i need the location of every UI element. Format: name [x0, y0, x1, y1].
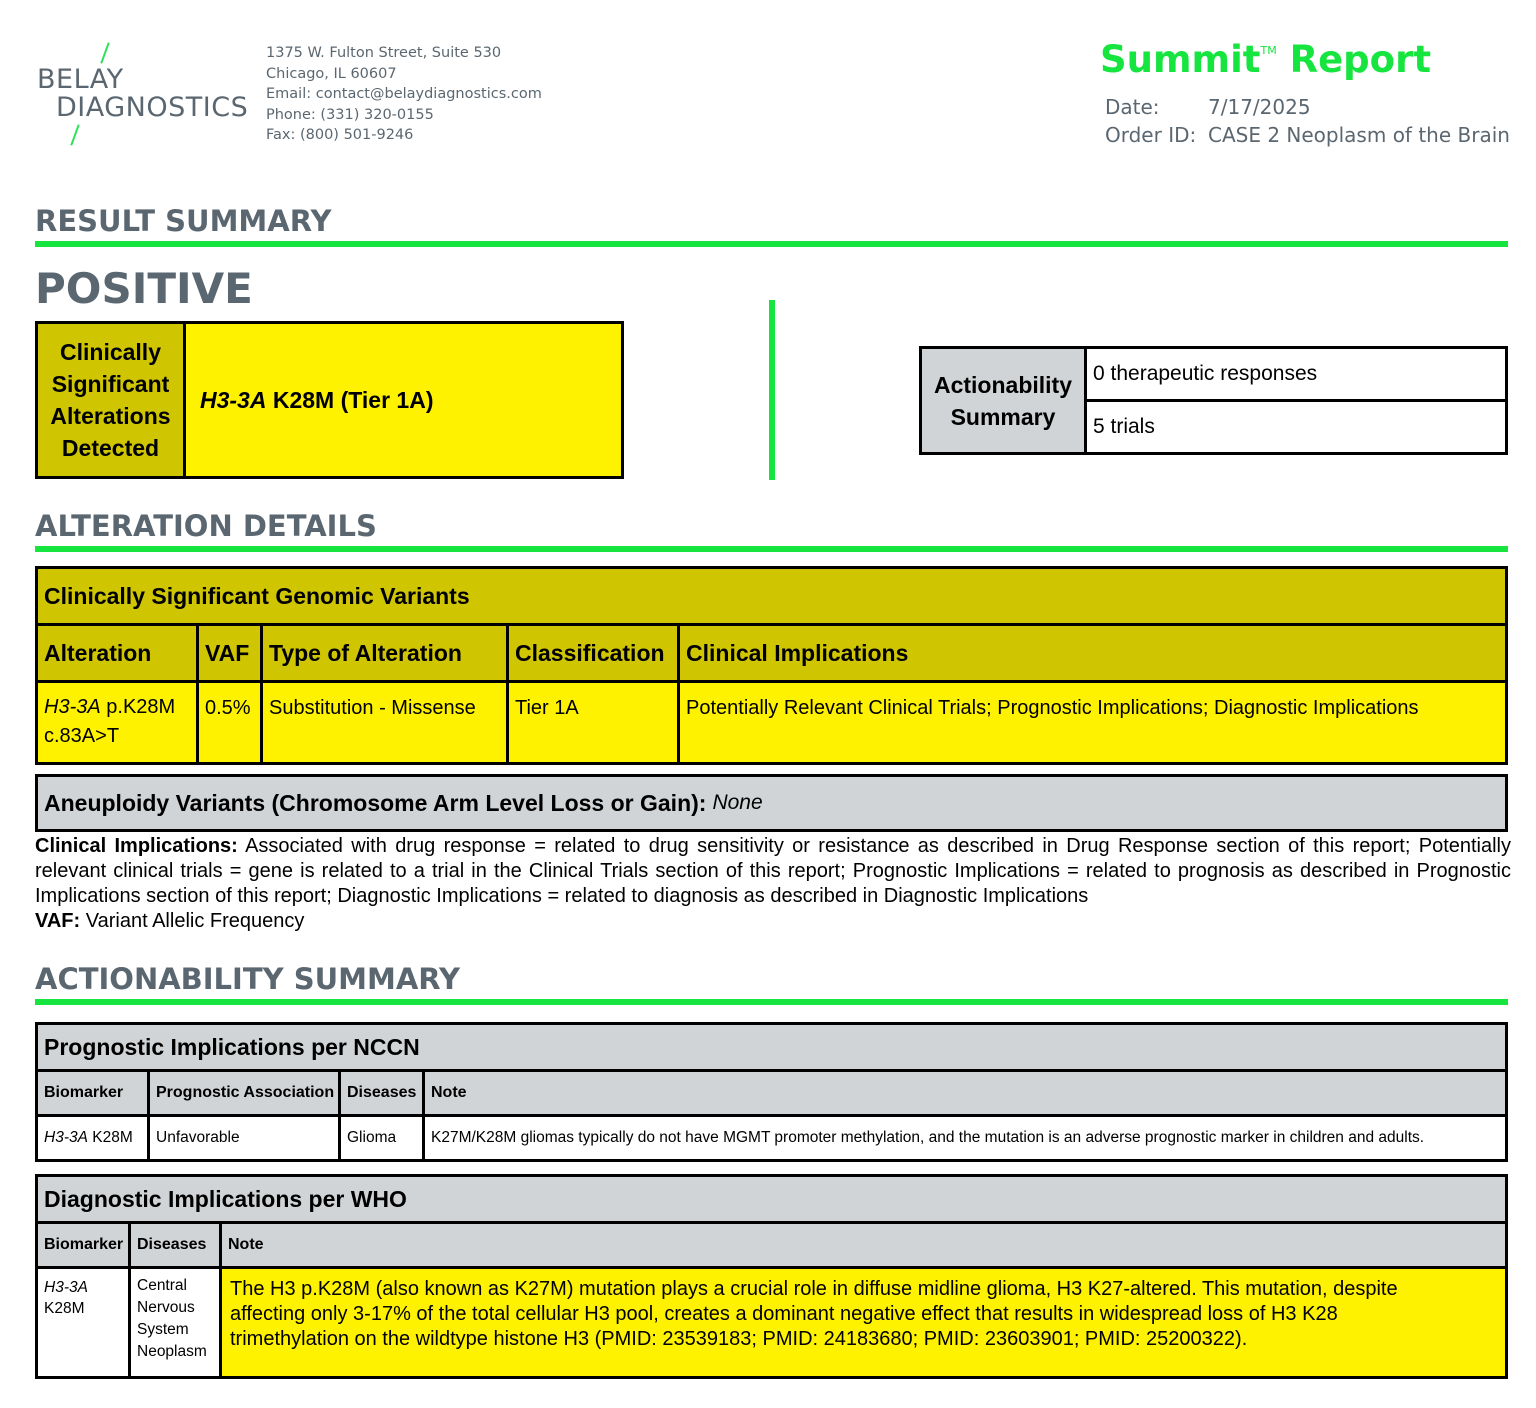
prog-cell-association: Unfavorable [149, 1116, 340, 1161]
address-email[interactable]: Email: contact@belaydiagnostics.com [266, 86, 542, 102]
csad-value [185, 323, 623, 478]
legend-text [35, 834, 1511, 909]
prog-col-biomarker: Biomarker [37, 1071, 149, 1116]
cell-classification: Tier 1A [508, 682, 679, 764]
diag-col-biomarker: Biomarker [37, 1223, 130, 1268]
col-classification: Classification [508, 625, 679, 682]
legend-vaf [35, 909, 304, 934]
prog-col-association: Prognostic Association [149, 1071, 340, 1116]
address-phone: Phone: (331) 320-0155 [266, 106, 434, 123]
col-type: Type of Alteration [262, 625, 508, 682]
legend-vaf-text: Variant Allelic Frequency [85, 910, 305, 932]
report-meta [1105, 93, 1510, 149]
logo-slash-top [100, 42, 109, 63]
aneuploidy-box [35, 774, 1508, 832]
csad-gene: H3-3A [200, 386, 267, 413]
prog-col-diseases: Diseases [340, 1071, 424, 1116]
actionability-summary-rule [35, 999, 1508, 1005]
csad-alteration: K28M (Tier 1A) [272, 386, 434, 413]
summary-divider [769, 300, 775, 480]
order-id-value: CASE 2 Neoplasm of the Brain [1208, 123, 1510, 147]
legend-vaf-label: VAF: [35, 910, 81, 932]
cell-type: Substitution - Missense [262, 682, 508, 764]
logo-slash-bottom [70, 124, 79, 145]
company-address [266, 43, 542, 146]
col-clinical-implications: Clinical Implications [679, 625, 1507, 682]
prognostic-table [35, 1022, 1508, 1162]
variant-cdna: c.83A>T [44, 725, 120, 747]
prog-cell-biomarker: H3-3A K28M [37, 1116, 149, 1161]
order-id-label: Order ID: [1105, 123, 1197, 147]
diagnostic-table [35, 1174, 1508, 1379]
actionability-label: Actionability Summary [921, 348, 1086, 454]
col-alteration: Alteration [37, 625, 198, 682]
aneuploidy-value: None [712, 791, 763, 814]
date-label: Date: [1105, 95, 1160, 119]
report-title [1100, 38, 1431, 81]
diag-cell-biomarker: H3-3A K28M [37, 1268, 130, 1378]
legend-ci-text: Associated with drug response = related to drug sensitivity or resistance as described in Drug Response section of this report; Potentially relevant clinical trials = gene is related to a trial in the Clinical Trials section of this report; Prognostic Implications = related to prognosis as described in Prognostic Implications section of this report; Diagnostic Implications = related to diagnosis as described in Diagnostic Implications [35, 835, 1512, 907]
variant-gene: H3-3A [44, 696, 101, 718]
variant-protein: p.K28M [106, 696, 176, 718]
prog-cell-note: K27M/K28M gliomas typically do not have MGMT promoter methylation, and the mutation is an adverse prognostic marker in children and adults. [424, 1116, 1507, 1161]
cell-alteration [37, 682, 198, 764]
aneuploidy-label: Aneuploidy Variants (Chromosome Arm Level Loss or Gain): [44, 789, 707, 816]
date-value: 7/17/2025 [1208, 95, 1311, 119]
report-title-main: Summit [1100, 38, 1261, 81]
cell-vaf: 0.5% [198, 682, 262, 764]
result-status: POSITIVE [35, 264, 253, 313]
actionability-box [919, 346, 1508, 455]
diag-col-note: Note [221, 1223, 1507, 1268]
logo-line-1: BELAY [37, 64, 124, 95]
result-summary-heading: RESULT SUMMARY [35, 204, 332, 238]
diag-cell-disease: Central Nervous System Neoplasm [130, 1268, 221, 1378]
result-summary-rule [35, 241, 1508, 247]
genomic-variants-table [35, 566, 1508, 765]
trademark-mark: TM [1260, 44, 1277, 57]
report-title-suffix: Report [1289, 38, 1432, 81]
genomic-variants-title: Clinically Significant Genomic Variants [37, 568, 1507, 625]
diagnostic-title: Diagnostic Implications per WHO [37, 1176, 1507, 1223]
prog-cell-disease: Glioma [340, 1116, 424, 1161]
csad-box [35, 321, 624, 479]
address-street: 1375 W. Fulton Street, Suite 530 [266, 45, 502, 61]
address-fax: Fax: (800) 501-9246 [266, 127, 414, 143]
alteration-details-rule [35, 546, 1508, 552]
cell-clinical-implications: Potentially Relevant Clinical Trials; Prognostic Implications; Diagnostic Implications [679, 682, 1507, 764]
address-city: Chicago, IL 60607 [266, 65, 397, 82]
logo-line-2: DIAGNOSTICS [56, 92, 249, 123]
prog-col-note: Note [424, 1071, 1507, 1116]
diag-col-diseases: Diseases [130, 1223, 221, 1268]
actionability-therapeutic: 0 therapeutic responses [1086, 348, 1507, 401]
diag-cell-note: The H3 p.K28M (also known as K27M) mutation plays a crucial role in diffuse midline glioma, H3 K27-altered. This mutation, despite affecting only 3-17% of the total cellular H3 pool, creates a dominant negative effect that results in widespread loss of H3 K28 trimethylation on the wildtype histone H3 (PMID: 23539183; PMID: 24183680; PMID: 23603901; PMID: 25200322). [221, 1268, 1507, 1378]
prognostic-title: Prognostic Implications per NCCN [37, 1024, 1507, 1071]
actionability-summary-heading: ACTIONABILITY SUMMARY [35, 962, 461, 996]
legend-ci-label: Clinical Implications: [35, 835, 238, 857]
alteration-details-heading: ALTERATION DETAILS [35, 509, 377, 543]
col-vaf: VAF [198, 625, 262, 682]
actionability-trials: 5 trials [1086, 401, 1507, 454]
csad-label: Clinically Significant Alterations Detected [37, 323, 185, 478]
